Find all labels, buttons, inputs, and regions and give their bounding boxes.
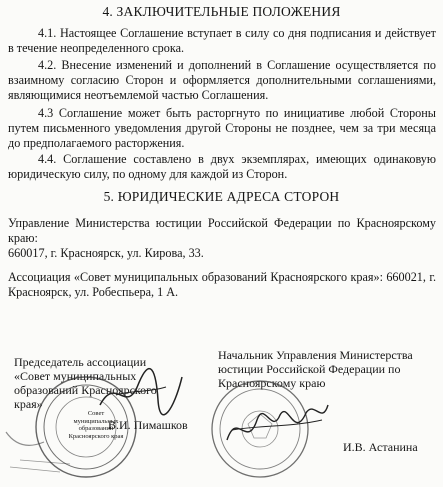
association-seal-text: Совет муниципальных образований Красноярского края: [68, 410, 124, 440]
clause-4-3: 4.3 Соглашение может быть расторгнуто по инициативе любой Стороны путем письменного уведомления другой Стороны не позднее, чем за три месяца до предполагаемого расторжения.: [8, 106, 436, 150]
clause-4-4: 4.4. Соглашение составлено в двух экземплярах, имеющих одинаковую юридическую силу, по одному для каждой из Сторон.: [8, 152, 436, 181]
section-4-heading: 4. ЗАКЛЮЧИТЕЛЬНЫЕ ПОЛОЖЕНИЯ: [102, 4, 341, 19]
party-1-address: 660017, г. Красноярск, ул. Кирова, 33.: [8, 246, 204, 260]
party-2-details: Ассоциация «Совет муниципальных образований Красноярского края»: 660021, г. Красноярск, ул. Робеспьера, 1 А.: [8, 270, 436, 299]
clause-4-2: 4.2. Внесение изменений и дополнений в Соглашение осуществляется по взаимному согласию Сторон и оформляется дополнительными соглашениями, являющимися неотъемлемой частью Соглашения.: [8, 58, 436, 102]
clause-4-1: 4.1. Настоящее Соглашение вступает в силу со дня подписания и действует в течение неопределенного срока.: [8, 26, 436, 55]
left-handwritten-signature: [96, 365, 186, 420]
right-signatory-name: И.В. Астанина: [343, 440, 418, 454]
right-handwritten-signature: [222, 395, 332, 455]
section-5-heading: 5. ЮРИДИЧЕСКИЕ АДРЕСА СТОРОН: [103, 189, 340, 204]
left-signatory-title: Председатель ассоциации «Совет муниципальных образований Красноярского края»: [14, 355, 157, 411]
left-signatory-name: В.И. Пимашков: [108, 418, 188, 432]
party-1-name: Управление Министерства юстиции Российской Федерации по Красноярскому краю:: [8, 216, 436, 245]
right-signatory-title: Начальник Управления Министерства юстиции Российской Федерации по Красноярскому краю: [218, 348, 413, 390]
